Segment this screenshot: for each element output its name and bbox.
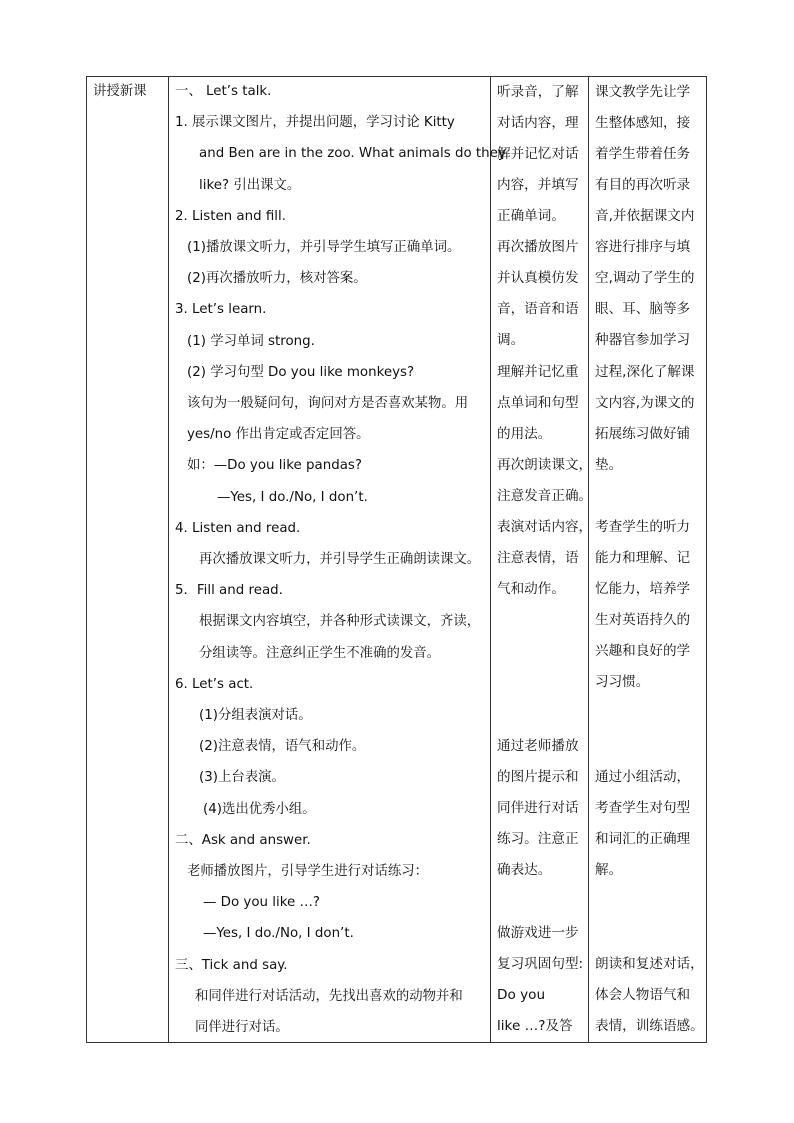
design-intent-line: 忆能力，培养学 (595, 581, 691, 597)
procedure-line: 一、 Let’s talk. (175, 84, 272, 99)
design-intent-line: 表情，训练语感。 (595, 1018, 704, 1034)
student-activity-line: 注意表情，语 (497, 550, 579, 566)
procedure-line: 该句为一般疑问句，询问对方是否喜欢某物。用 (187, 396, 469, 411)
procedure-line: yes/no 作出肯定或否定回答。 (187, 427, 370, 443)
student-activity-line: 并认真模仿发 (497, 270, 579, 286)
design-intent-line: 眼、耳、脑等多 (595, 301, 691, 317)
procedure-line: (2)注意表情，语气和动作。 (199, 739, 366, 755)
student-activity-line: 正确单词。 (497, 208, 565, 224)
design-intent-line: 体会人物语气和 (595, 987, 691, 1003)
procedure-line: (1)播放课文听力，并引导学生填写正确单词。 (187, 240, 461, 255)
student-activity-line: 表演对话内容， (497, 519, 593, 535)
design-intent-line: 生整体感知，接 (595, 115, 691, 131)
procedure-line: 根据课文内容填空，并各种形式读课文，齐读， (199, 614, 481, 630)
student-activity-line: 同伴进行对话 (497, 800, 579, 816)
design-intent-line: 有目的再次听录 (595, 177, 691, 193)
student-activity-line: 通过老师播放 (497, 738, 579, 754)
student-activity-line: 的图片提示和 (497, 769, 579, 785)
design-intent-line: 考查学生的听力 (595, 519, 691, 535)
student-activity-line: 音，语音和语 (497, 301, 579, 317)
design-intent-line: 生对英语持久的 (595, 612, 691, 628)
student-activity-line: like …?及答 (497, 1018, 573, 1034)
procedure-line: — Do you like …? (203, 895, 320, 911)
design-intent-line: 文内容,为课文的 (595, 395, 695, 411)
column-divider (588, 77, 589, 1042)
procedure-line: 1. 展示课文图片，并提出问题，学习讨论 Kitty (175, 115, 455, 131)
design-intent-line: 种器官参加学习 (595, 332, 691, 348)
design-intent-line: 解。 (595, 862, 623, 878)
student-activity-line: 理解并记忆重 (497, 364, 579, 380)
design-intent-line: 兴趣和良好的学 (595, 643, 691, 659)
student-activity-line: 注意发音正确。 (497, 488, 593, 504)
procedure-line: (4)选出优秀小组。 (203, 801, 316, 817)
procedure-line: 如：—Do you like pandas? (187, 458, 362, 474)
procedure-line: 4. Listen and read. (175, 520, 301, 536)
design-intent-line: 过程,深化了解课 (595, 364, 695, 380)
student-activity-line: 复习巩固句型: (497, 956, 584, 972)
design-intent-line: 和词汇的正确理 (595, 831, 691, 847)
student-activity-line: 调。 (497, 332, 525, 348)
student-activity-line: Do you (497, 987, 546, 1003)
procedure-line: like? 引出课文。 (199, 177, 301, 193)
procedure-line: 三、Tick and say. (175, 957, 288, 973)
procedure-line: —Yes, I do./No, I don’t. (203, 926, 354, 942)
design-intent-line: 课文教学先让学 (595, 84, 691, 100)
procedure-line: (3)上台表演。 (199, 770, 285, 786)
procedure-line: 分组读等。注意纠正学生不准确的发音。 (199, 645, 441, 661)
design-intent-line: 垫。 (595, 457, 623, 473)
procedure-line: and Ben are in the zoo. What animals do they (199, 146, 506, 162)
design-intent-line: 朗读和复述对话， (595, 956, 704, 972)
section-label: 讲授新课 (93, 84, 147, 99)
procedure-line: (2) 学习句型 Do you like monkeys? (187, 364, 415, 380)
student-activity-line: 的用法。 (497, 426, 552, 442)
procedure-line: 3. Let’s learn. (175, 302, 267, 318)
design-intent-line: 音,并依据课文内 (595, 208, 695, 224)
design-intent-line: 习习惯。 (595, 674, 650, 690)
procedure-line: 6. Let’s act. (175, 676, 254, 692)
procedure-line: —Yes, I do./No, I don’t. (217, 489, 368, 505)
student-activity-line: 内容，并填写 (497, 177, 579, 193)
student-activity-line: 练习。注意正 (497, 831, 579, 847)
student-activity-line: 点单词和句型 (497, 395, 579, 411)
student-activity-line: 确表达。 (497, 862, 552, 878)
procedure-line: 2. Listen and fill. (175, 208, 287, 224)
student-activity-line: 气和动作。 (497, 581, 565, 597)
student-activity-line: 对话内容，理 (497, 115, 579, 131)
design-intent-line: 着学生带着任务 (595, 146, 691, 162)
procedure-line: 二、Ask and answer. (175, 832, 311, 848)
student-activity-line: 解并记忆对话 (497, 146, 579, 162)
procedure-line: 再次播放课文听力，并引导学生正确朗读课文。 (199, 552, 481, 567)
procedure-line: 和同伴进行对话活动，先找出喜欢的动物并和 (195, 988, 463, 1004)
procedure-line: 老师播放图片，引导学生进行对话练习： (187, 864, 429, 879)
student-activity-line: 听录音，了解 (497, 84, 579, 100)
procedure-line: 同伴进行对话。 (195, 1020, 289, 1035)
column-divider (490, 77, 491, 1042)
student-activity-line: 再次朗读课文， (497, 457, 593, 473)
design-intent-line: 通过小组活动， (595, 769, 691, 785)
procedure-line: (1) 学习单词 strong. (187, 333, 315, 349)
column-divider (168, 77, 169, 1042)
design-intent-line: 空,调动了学生的 (595, 270, 695, 286)
design-intent-line: 容进行排序与填 (595, 239, 691, 255)
student-activity-line: 再次播放图片 (497, 239, 579, 255)
design-intent-line: 考查学生对句型 (595, 800, 691, 816)
procedure-line: 5．Fill and read. (175, 583, 283, 599)
design-intent-line: 拓展练习做好铺 (595, 426, 691, 442)
design-intent-line: 能力和理解、记 (595, 550, 691, 566)
procedure-line: (1)分组表演对话。 (199, 708, 312, 723)
procedure-line: (2)再次播放听力，核对答案。 (187, 271, 367, 287)
lesson-plan-table (86, 76, 707, 1043)
student-activity-line: 做游戏进一步 (497, 925, 579, 941)
